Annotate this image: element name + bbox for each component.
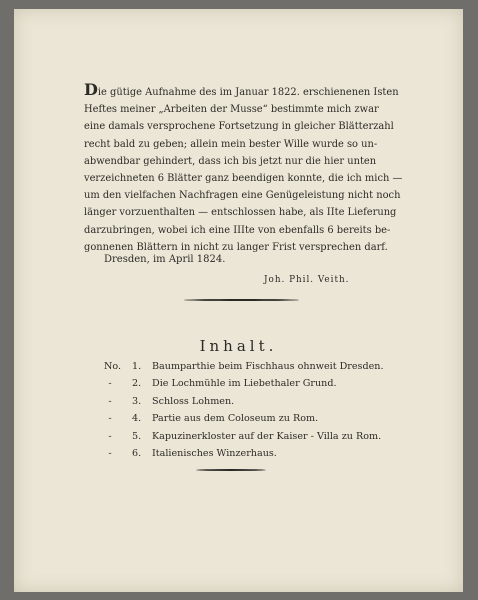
item-prefix: No. (104, 361, 122, 372)
item-number: 2. (132, 378, 142, 390)
contents-title: Inhalt. (199, 337, 278, 355)
item-number: 6. (132, 448, 142, 460)
intro-paragraph (84, 80, 403, 256)
item-title: Italienisches Winzerhaus. (152, 448, 277, 460)
item-number: 4. (132, 413, 142, 425)
item-title: Die Lochmühle im Liebethaler Grund. (152, 378, 337, 390)
paragraph-line: darzubringen, wobei ich eine IIIte von ebenfalls 6 bereits be- (84, 224, 391, 236)
list-item (104, 358, 384, 375)
paragraph-line: abwendbar gehindert, dass ich bis jetzt nur die hier unten (84, 155, 377, 167)
item-prefix: - (108, 378, 112, 390)
list-item (104, 410, 384, 427)
paragraph-line (84, 80, 399, 101)
item-title: Kapuzinerkloster auf der Kaiser - Villa zu Rom. (152, 430, 382, 442)
contents-list (104, 358, 384, 462)
item-number: 1. (132, 361, 142, 372)
document-page (14, 9, 463, 592)
paragraph-line: eine damals versprochene Fortsetzung in gleicher Blätterzahl (84, 121, 394, 133)
item-title: Schloss Lohmen. (152, 395, 235, 407)
item-title: Baumparthie beim Fischhaus ohnweit Dresden. (152, 361, 384, 372)
closing-rule (196, 469, 266, 471)
paragraph-line: verzeichneten 6 Blätter ganz beendigen konnte, die ich mich — (84, 173, 403, 185)
list-item (104, 445, 384, 462)
paragraph-line: Heftes meiner „Arbeiten der Musse“ bestimmte mich zwar (84, 104, 379, 116)
paragraph-line: länger vorzuenthalten — entschlossen habe, als IIte Lieferung (84, 207, 397, 219)
signature: Joh. Phil. Veith. (264, 275, 350, 285)
initial-letter: D (84, 80, 98, 99)
list-item (104, 428, 384, 445)
divider-rule (184, 299, 299, 301)
item-title: Partie aus dem Coloseum zu Rom. (152, 413, 319, 425)
item-prefix: - (108, 430, 112, 442)
paragraph-line: um den vielfachen Nachfragen eine Genügeleistung nicht noch (84, 190, 401, 202)
place-date: Dresden, im April 1824. (104, 254, 226, 265)
item-number: 3. (132, 395, 142, 407)
item-prefix: - (108, 413, 112, 425)
paragraph-line-text: ie gütige Aufnahme des im Januar 1822. erschienenen Isten (97, 87, 399, 98)
list-item (104, 375, 384, 392)
paragraph-line: gonnenen Blättern in nicht zu langer Frist versprechen darf. (84, 241, 388, 253)
item-prefix: - (108, 395, 112, 407)
item-prefix: - (108, 448, 112, 460)
item-number: 5. (132, 430, 142, 442)
paragraph-line: recht bald zu geben; allein mein bester Wille wurde so un- (84, 138, 378, 150)
list-item (104, 393, 384, 410)
